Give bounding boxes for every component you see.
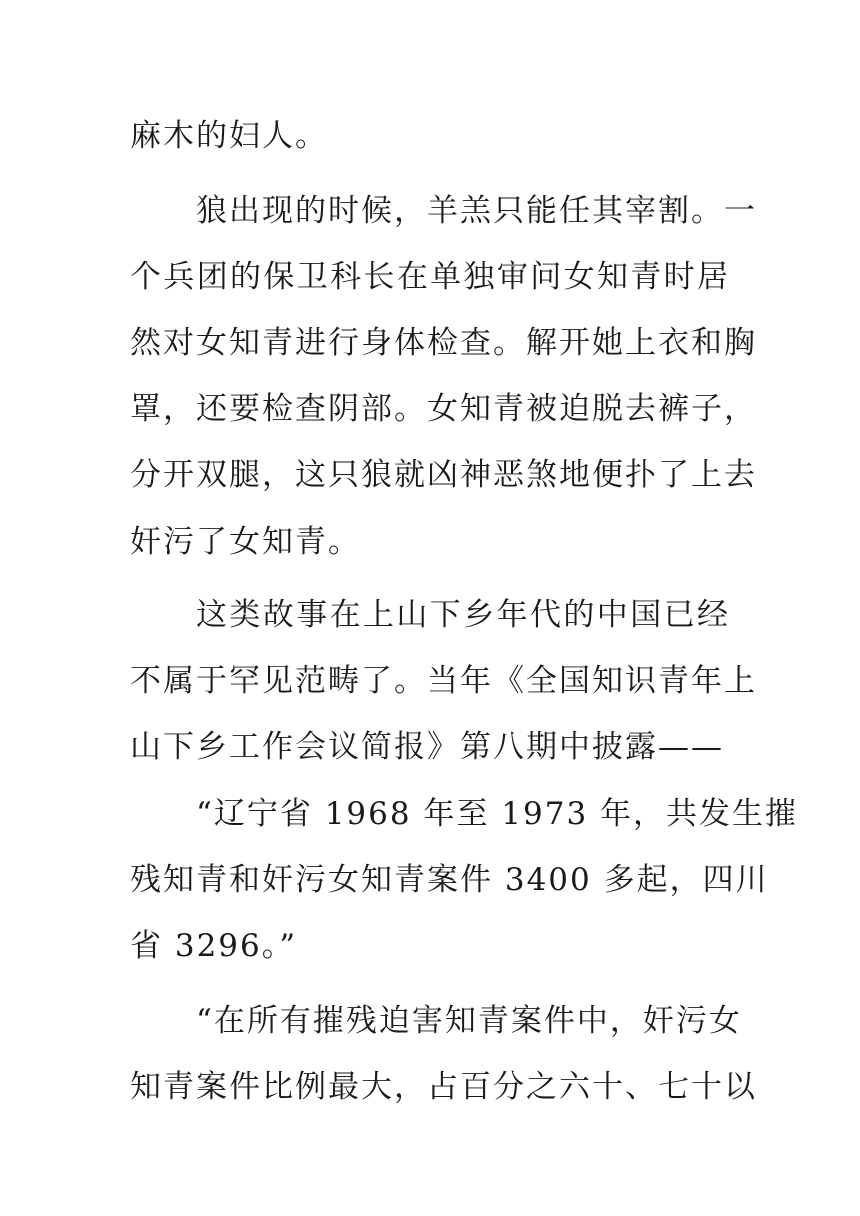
text-line: 奸污了女知青。 [130, 524, 361, 560]
text-line: 山下乡工作会议简报》第八期中披露—— [130, 729, 724, 765]
paragraph-first-line: 这类故事在上山下乡年代的中国已经 [196, 597, 730, 633]
text-line: 然对女知青进行身体检查。解开她上衣和胸 [130, 325, 757, 361]
text-line: 麻木的妇人。 [130, 118, 328, 154]
paragraph-first-line: 狼出现的时候，羊羔只能任其宰割。一 [196, 193, 757, 229]
quote-first-line: “辽宁省 1968 年至 1973 年，共发生摧 [196, 796, 799, 832]
text-line: 省 3296。” [130, 928, 298, 964]
text-line: 知青案件比例最大，占百分之六十、七十以 [130, 1069, 757, 1105]
text-line: 分开双腿，这只狼就凶神恶煞地便扑了上去 [130, 457, 757, 493]
text-line: 不属于罕见范畴了。当年《全国知识青年上 [130, 663, 757, 699]
text-line: 残知青和奸污女知青案件 3400 多起，四川 [130, 862, 769, 898]
quote-first-line: “在所有摧残迫害知青案件中，奸污女 [196, 1003, 742, 1039]
text-line: 罩，还要检查阴部。女知青被迫脱去裤子， [130, 391, 757, 427]
text-line: 个兵团的保卫科长在单独审问女知青时居 [130, 259, 730, 295]
